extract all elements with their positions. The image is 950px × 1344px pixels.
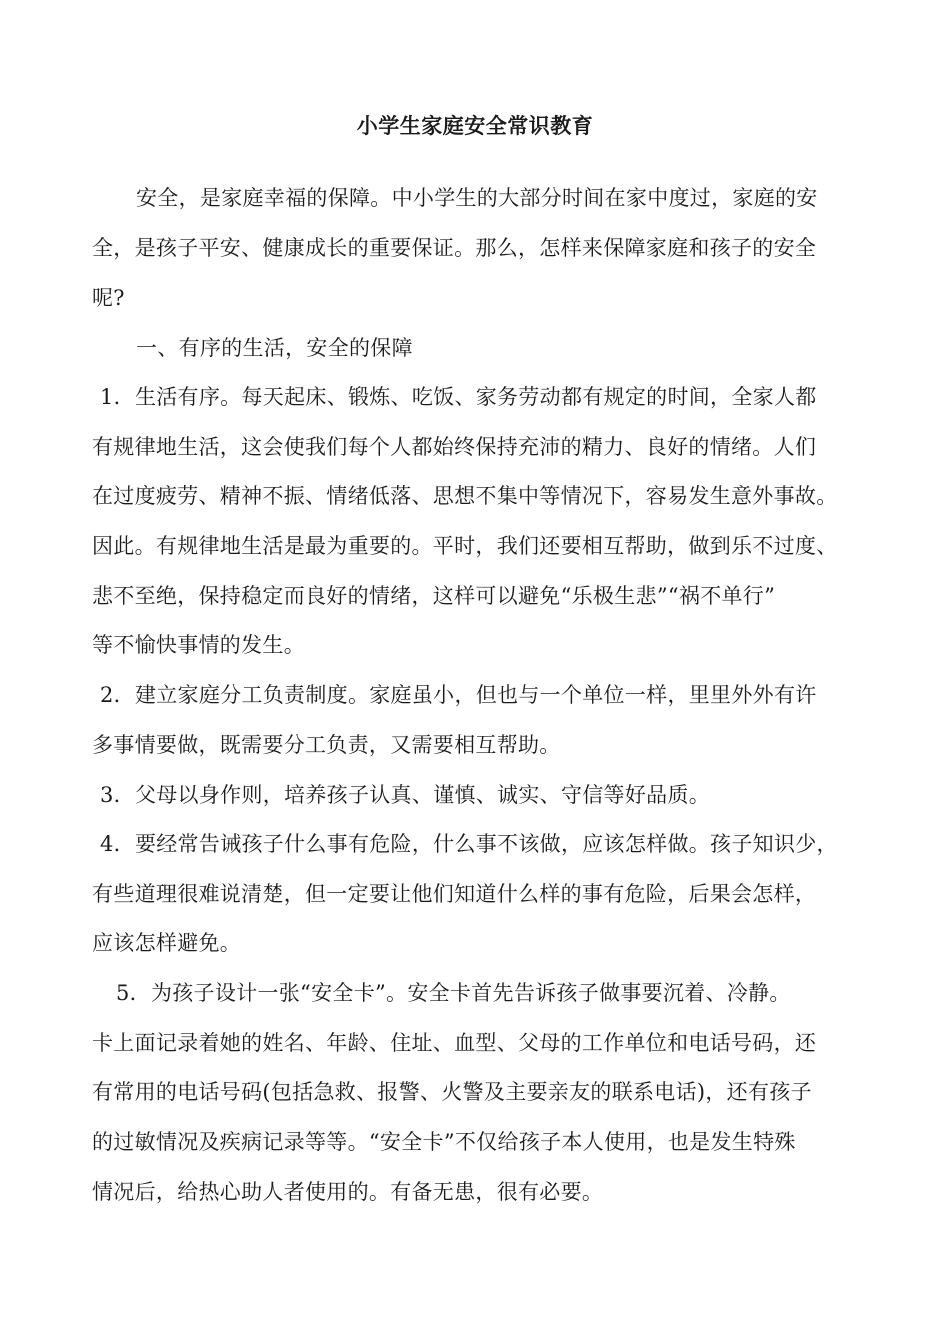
paragraph-line: 情况后，给热心助人者使用的。有备无患，很有必要。 [92,1180,604,1204]
paragraph-line: 安全，是家庭幸福的保障。中小学生的大部分时间在家中度过，家庭的安 [136,186,818,210]
paragraph-line: 悲不至绝，保持稳定而良好的情绪，这样可以避免“乐极生悲”“祸不单行” [92,584,776,608]
paragraph-line: 在过度疲劳、精神不振、情绪低落、思想不集中等情况下，容易发生意外事故。 [92,484,838,508]
paragraph-line: 的过敏情况及疾病记录等等。“安全卡”不仅给孩子本人使用，也是发生特殊 [92,1130,796,1154]
paragraph-line: 应该怎样避免。 [92,931,242,955]
paragraph-line: 3．父母以身作则，培养孩子认真、谨慎、诚实、守信等好品质。 [100,783,711,807]
paragraph-line: 有些道理很难说清楚，但一定要让他们知道什么样的事有危险，后果会怎样， [92,882,817,906]
paragraph-line: 5．为孩子设计一张“安全卡”。安全卡首先告诉孩子做事要沉着、冷静。 [116,981,791,1005]
paragraph-line: 有常用的电话号码(包括急救、报警、火警及主要亲友的联系电话)，还有孩子 [92,1080,812,1104]
paragraph-line: 呢? [92,286,125,310]
section-heading: 一、有序的生活，安全的保障 [136,336,413,360]
paragraph-line: 1．生活有序。每天起床、锻炼、吃饭、家务劳动都有规定的时间，全家人都 [100,385,817,409]
paragraph-line: 卡上面记录着她的姓名、年龄、住址、血型、父母的工作单位和电话号码，还 [92,1031,817,1055]
paragraph-line: 2．建立家庭分工负责制度。家庭虽小，但也与一个单位一样，里里外外有许 [100,683,817,707]
paragraph-line: 因此。有规律地生活是最为重要的。平时，我们还要相互帮助，做到乐不过度、 [92,534,838,558]
paragraph-line: 多事情要做，既需要分工负责，又需要相互帮助。 [92,733,561,757]
paragraph-line: 等不愉快事情的发生。 [92,633,305,657]
paragraph-line: 全，是孩子平安、健康成长的重要保证。那么，怎样来保障家庭和孩子的安全 [92,236,817,260]
paragraph-line: 有规律地生活，这会使我们每个人都始终保持充沛的精力、良好的情绪。人们 [92,435,817,459]
paragraph-line: 4．要经常告诫孩子什么事有危险，什么事不该做，应该怎样做。孩子知识少， [100,832,838,856]
document-title: 小学生家庭安全常识教育 [356,113,594,138]
